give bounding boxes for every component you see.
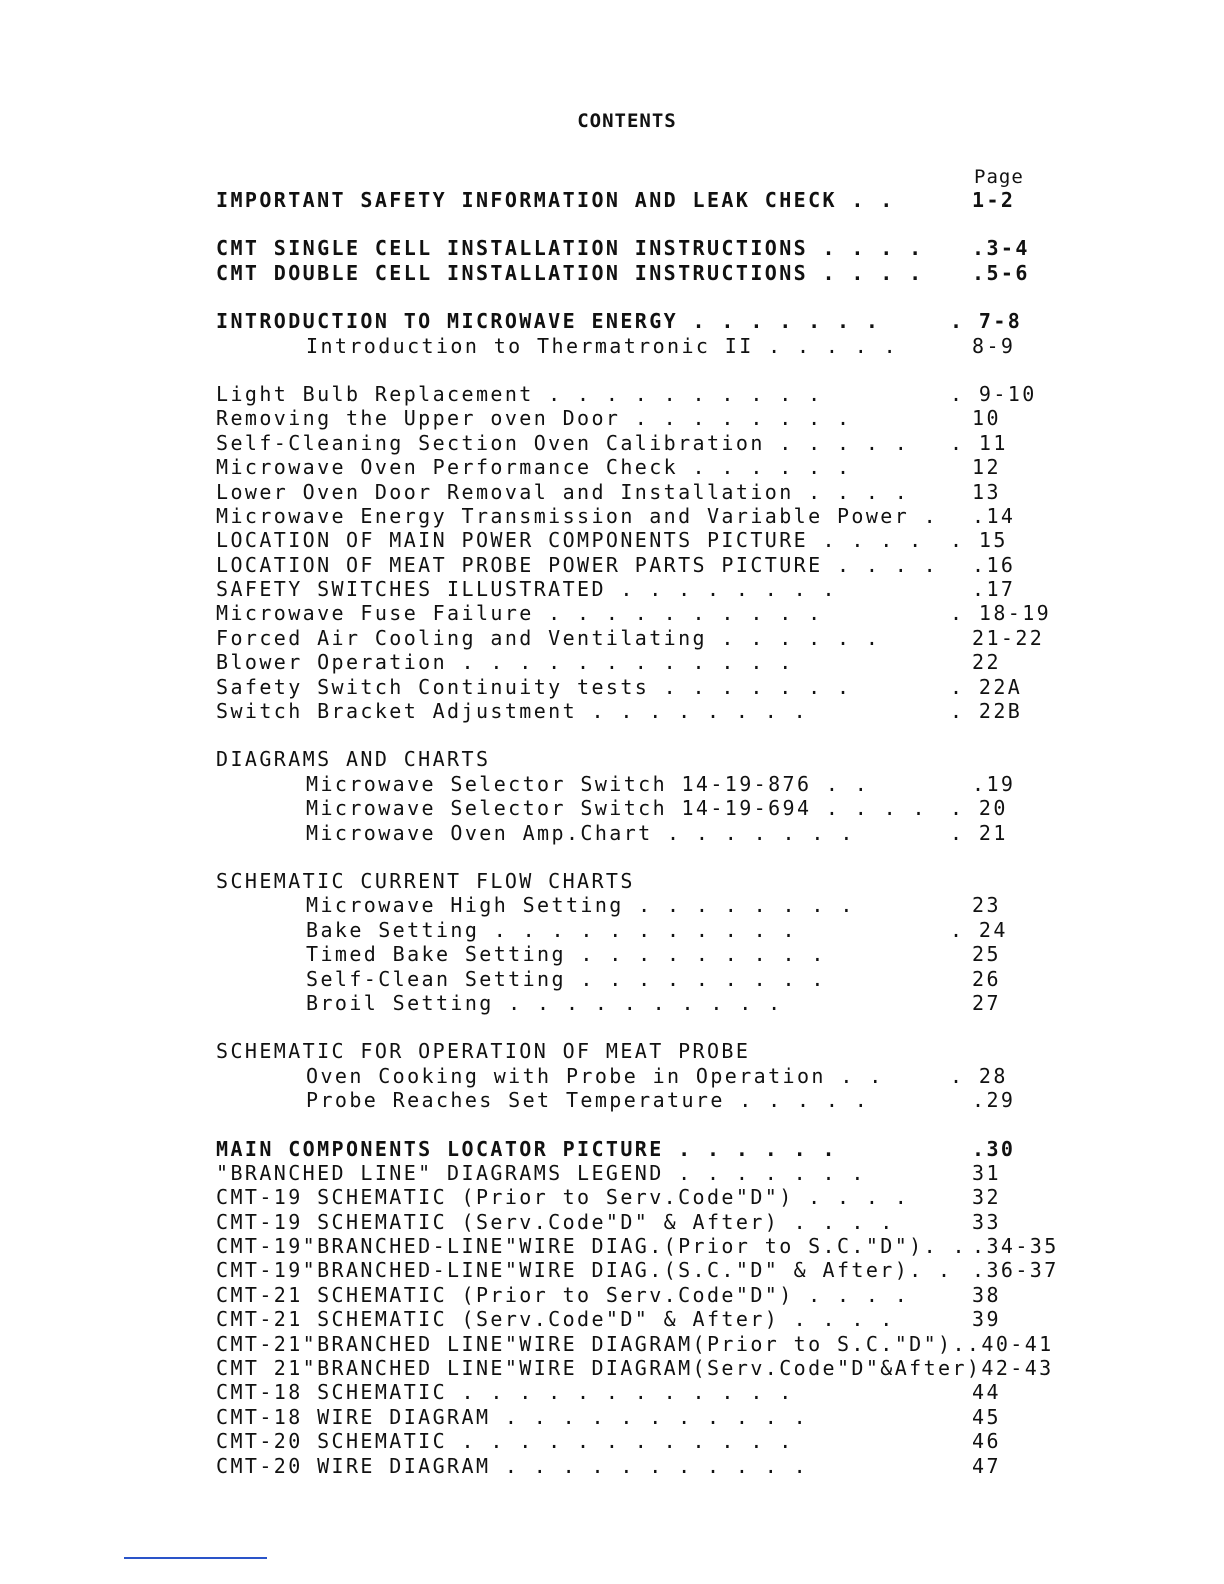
toc-entry <box>216 991 1056 1015</box>
table-of-contents <box>216 188 1059 1478</box>
toc-entry <box>216 1405 1056 1429</box>
toc-entry-page: 27 <box>972 990 1001 1015</box>
toc-entry-title: CMT-21"BRANCHED LINE"WIRE DIAGRAM(Prior to S.C."D")..40-41 <box>216 1331 1054 1356</box>
toc-entry-page: 26 <box>972 966 1001 991</box>
toc-entry-title: Bake Setting . . . . . . . . . . . <box>306 917 797 942</box>
toc-entry <box>216 893 1056 917</box>
toc-entry-page: . 22B <box>950 699 1023 724</box>
toc-entry-page: 13 <box>972 479 1001 504</box>
toc-entry-page: 22 <box>972 650 1001 675</box>
toc-entry-page: . 15 <box>950 528 1008 553</box>
toc-entry <box>216 261 1056 285</box>
toc-entry-title: Switch Bracket Adjustment . . . . . . . . <box>216 699 809 724</box>
toc-entry-page: 32 <box>972 1185 1001 1210</box>
toc-entry-page: .29 <box>972 1088 1016 1113</box>
toc-entry-title: CMT-20 WIRE DIAGRAM . . . . . . . . . . . <box>216 1453 809 1478</box>
toc-entry-title: Microwave High Setting . . . . . . . . <box>306 893 855 918</box>
toc-entry-page: 45 <box>972 1404 1001 1429</box>
toc-entry-title: Timed Bake Setting . . . . . . . . . <box>306 942 826 967</box>
toc-entry-page: 33 <box>972 1209 1001 1234</box>
toc-entry-title: IMPORTANT SAFETY INFORMATION AND LEAK CHECK . . <box>216 188 895 212</box>
toc-entry-title: CMT-21 SCHEMATIC (Serv.Code"D" & After) . . . . <box>216 1307 895 1332</box>
toc-entry <box>216 918 1056 942</box>
toc-entry <box>216 1234 1059 1259</box>
page-column-heading: Page <box>974 166 1024 188</box>
toc-entry <box>216 601 1056 625</box>
toc-entry-title: SCHEMATIC CURRENT FLOW CHARTS <box>216 868 635 893</box>
toc-entry-title: CMT-18 SCHEMATIC . . . . . . . . . . . . <box>216 1380 794 1405</box>
toc-entry-title: Forced Air Cooling and Ventilating . . . . . . <box>216 625 881 650</box>
toc-entry-title: Safety Switch Continuity tests . . . . . . . <box>216 674 852 699</box>
toc-entry-title: Self-Cleaning Section Oven Calibration . . . . . <box>216 430 910 455</box>
toc-entry <box>216 821 1056 845</box>
toc-entry <box>216 747 1056 771</box>
toc-entry <box>216 1258 1059 1283</box>
toc-entry <box>216 942 1056 966</box>
toc-entry-title: Lower Oven Door Removal and Installation . . . . <box>216 479 910 504</box>
toc-entry-page: . 21 <box>950 820 1008 845</box>
toc-entry <box>216 188 1056 212</box>
toc-entry <box>216 1307 1056 1331</box>
toc-entry-page: 12 <box>972 455 1001 480</box>
toc-entry-title: Removing the Upper oven Door . . . . . . . . <box>216 406 852 431</box>
toc-entry-title: CMT DOUBLE CELL INSTALLATION INSTRUCTIONS . . . . <box>216 260 924 285</box>
toc-entry-title: Introduction to Thermatronic II . . . . . <box>306 333 899 358</box>
toc-entry-title: Light Bulb Replacement . . . . . . . . . . <box>216 381 823 406</box>
toc-entry-title: Microwave Selector Switch 14-19-876 . . <box>306 771 870 796</box>
toc-entry <box>216 869 1056 893</box>
toc-entry <box>216 1137 1056 1161</box>
toc-entry-title: Microwave Oven Amp.Chart . . . . . . . <box>306 820 855 845</box>
toc-entry-title: CMT-19"BRANCHED-LINE"WIRE DIAG.(S.C."D" & After). . <box>216 1258 953 1283</box>
toc-entry-title: CMT-21 SCHEMATIC (Prior to Serv.Code"D") . . . . <box>216 1282 910 1307</box>
toc-entry <box>216 1064 1056 1088</box>
toc-entry <box>216 1161 1056 1185</box>
toc-entry-page: .5-6 <box>972 260 1030 285</box>
toc-entry-page: .19 <box>972 771 1016 796</box>
toc-entry-page: 44 <box>972 1380 1001 1405</box>
toc-entry <box>216 699 1056 723</box>
toc-entry-title: SAFETY SWITCHES ILLUSTRATED . . . . . . . . <box>216 577 837 602</box>
toc-entry <box>216 1088 1056 1112</box>
toc-entry-title: Microwave Oven Performance Check . . . . . . <box>216 455 852 480</box>
toc-entry <box>216 334 1056 358</box>
toc-entry-page: 39 <box>972 1307 1001 1332</box>
toc-entry <box>216 406 1056 430</box>
toc-entry <box>216 480 1056 504</box>
toc-entry-title: Probe Reaches Set Temperature . . . . . <box>306 1088 870 1113</box>
toc-entry-title: Microwave Fuse Failure . . . . . . . . . . <box>216 601 823 626</box>
toc-entry-page: 8-9 <box>972 333 1016 358</box>
toc-entry <box>216 1429 1056 1453</box>
toc-entry-page: . 9-10 <box>950 381 1037 406</box>
toc-entry <box>216 431 1056 455</box>
toc-entry <box>216 382 1056 406</box>
toc-entry-title: Oven Cooking with Probe in Operation . . <box>306 1063 884 1088</box>
toc-entry-page: 25 <box>972 942 1001 967</box>
toc-entry <box>216 309 1056 333</box>
toc-entry-title: SCHEMATIC FOR OPERATION OF MEAT PROBE <box>216 1039 751 1064</box>
toc-entry <box>216 1454 1056 1478</box>
toc-entry-page: . 11 <box>950 430 1008 455</box>
toc-entry-page: 38 <box>972 1282 1001 1307</box>
toc-entry-page: 31 <box>972 1160 1001 1185</box>
toc-entry-page: 46 <box>972 1429 1001 1454</box>
toc-entry <box>216 504 1056 528</box>
toc-entry <box>216 1356 1056 1380</box>
toc-entry-page: .30 <box>972 1136 1016 1161</box>
toc-entry-title: MAIN COMPONENTS LOCATOR PICTURE . . . . . . <box>216 1136 837 1161</box>
toc-entry <box>216 577 1056 601</box>
toc-entry-title: Microwave Energy Transmission and Variable Power . <box>216 503 939 528</box>
toc-entry <box>216 553 1056 577</box>
toc-entry-page: .17 <box>972 577 1016 602</box>
toc-entry-page: . 18-19 <box>950 601 1052 626</box>
toc-entry-title: LOCATION OF MEAT PROBE POWER PARTS PICTURE . . . . <box>216 552 939 577</box>
toc-entry-title: CMT 21"BRANCHED LINE"WIRE DIAGRAM(Serv.Code"D"&After)42-43 <box>216 1356 1054 1381</box>
footer-rule <box>124 1557 267 1559</box>
toc-entry <box>216 1039 1056 1063</box>
toc-entry-page: 47 <box>972 1453 1001 1478</box>
toc-entry <box>216 650 1056 674</box>
toc-entry-page: 21-22 <box>972 625 1045 650</box>
toc-entry-title: CMT-18 WIRE DIAGRAM . . . . . . . . . . . <box>216 1404 809 1429</box>
toc-entry <box>216 967 1056 991</box>
toc-entry-title: "BRANCHED LINE" DIAGRAMS LEGEND . . . . . . . <box>216 1160 866 1185</box>
toc-entry-title: Microwave Selector Switch 14-19-694 . . . . <box>306 796 927 821</box>
toc-entry-title: INTRODUCTION TO MICROWAVE ENERGY . . . . . . . <box>216 309 881 334</box>
toc-entry-page: 10 <box>972 406 1001 431</box>
toc-entry <box>216 626 1056 650</box>
toc-entry-page: . 7-8 <box>950 309 1023 334</box>
toc-entry-title: CMT SINGLE CELL INSTALLATION INSTRUCTIONS . . . . <box>216 236 924 261</box>
toc-entry-page: . 20 <box>950 796 1008 821</box>
toc-entry-page: 23 <box>972 893 1001 918</box>
toc-entry-title: CMT-19 SCHEMATIC (Serv.Code"D" & After) . . . . <box>216 1209 895 1234</box>
toc-entry-title: DIAGRAMS AND CHARTS <box>216 747 491 772</box>
toc-entry-page: .16 <box>972 552 1016 577</box>
toc-entry <box>216 1380 1056 1404</box>
toc-entry <box>216 1210 1056 1234</box>
toc-entry-page: .36-37 <box>972 1258 1059 1283</box>
toc-entry <box>216 1332 1056 1356</box>
toc-entry-title: CMT-19"BRANCHED-LINE"WIRE DIAG.(Prior to S.C."D"). . <box>216 1234 967 1259</box>
toc-entry <box>216 236 1056 260</box>
toc-entry-page: . 28 <box>950 1063 1008 1088</box>
toc-entry-page: .3-4 <box>972 236 1030 261</box>
toc-entry <box>216 1185 1056 1209</box>
toc-entry <box>216 528 1056 552</box>
toc-entry-page: .14 <box>972 503 1016 528</box>
toc-entry-title: CMT-19 SCHEMATIC (Prior to Serv.Code"D") . . . . <box>216 1185 910 1210</box>
toc-entry <box>216 1283 1056 1307</box>
toc-entry-title: Self-Clean Setting . . . . . . . . . <box>306 966 826 991</box>
toc-entry-title: Broil Setting . . . . . . . . . . <box>306 990 783 1015</box>
toc-entry-page: . 22A <box>950 674 1023 699</box>
toc-entry-page: . 24 <box>950 917 1008 942</box>
page-title: CONTENTS <box>577 110 677 132</box>
toc-entry-title: CMT-20 SCHEMATIC . . . . . . . . . . . . <box>216 1429 794 1454</box>
toc-entry <box>216 796 1056 820</box>
toc-entry-page: 1-2 <box>972 188 1016 212</box>
toc-entry-page: .34-35 <box>972 1234 1059 1259</box>
toc-entry <box>216 455 1056 479</box>
toc-entry <box>216 772 1056 796</box>
toc-entry <box>216 675 1056 699</box>
toc-entry-title: LOCATION OF MAIN POWER COMPONENTS PICTURE . . . . <box>216 528 924 553</box>
toc-entry-title: Blower Operation . . . . . . . . . . . . <box>216 650 794 675</box>
